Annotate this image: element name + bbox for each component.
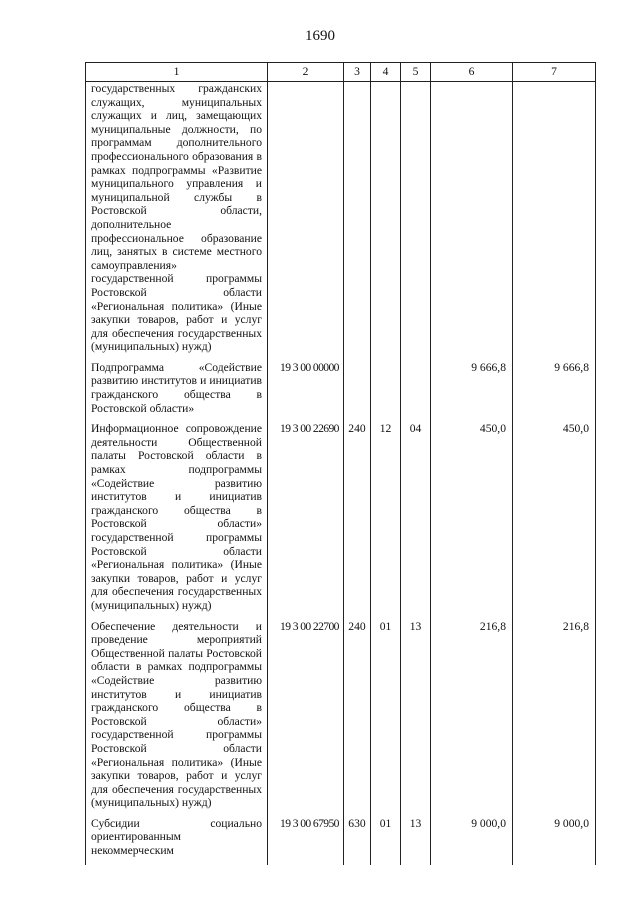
col-header-1: 1 [86,63,268,82]
row-amount-1: 450,0 [431,422,513,619]
row-code: 19 3 00 22690 [268,422,344,619]
page-number: 1690 [305,28,335,44]
row-amount-1: 216,8 [431,620,513,817]
row-vr: 240 [344,422,371,619]
row-amount-1: 9 000,0 [431,817,513,865]
row-amount-1: 9 666,8 [431,361,513,422]
row-description: государственных гражданских служащих, муниципальных служащих и лиц, замещающих муниципальные должности, по программам дополнительного профессионального образования в рамках подпрограммы «Развитие муниципального управления и муниципальной службы в Ростовской области, дополнительное профессиональное образование лиц, занятых в системе местного самоуправления» государственной программы Ростовской области «Региональная политика» (Иные закупки товаров, работ и услуг для обеспечения государственных (муниципальных) нужд) [86,82,268,361]
row-code: 19 3 00 00000 [268,361,344,422]
col-header-2: 2 [268,63,344,82]
row-pr [401,361,431,422]
table-row [86,422,596,619]
row-vr [344,82,371,361]
row-code [268,82,344,361]
row-amount-1 [431,82,513,361]
row-amount-2: 9 666,8 [513,361,596,422]
row-description: Субсидии социально ориентированным некоммерческим [86,817,268,865]
col-header-4: 4 [371,63,401,82]
row-rz: 12 [371,422,401,619]
row-vr: 240 [344,620,371,817]
row-pr: 04 [401,422,431,619]
row-code: 19 3 00 67950 [268,817,344,865]
table-row [86,361,596,422]
row-amount-2: 9 000,0 [513,817,596,865]
budget-table [85,62,596,865]
row-description: Подпрограмма «Содействие развитию институтов и инициатив гражданского общества в Ростовской области» [86,361,268,422]
col-header-3: 3 [344,63,371,82]
col-header-7: 7 [513,63,596,82]
table-row [86,620,596,817]
header-row [86,63,596,82]
table-row [86,82,596,361]
row-rz [371,361,401,422]
row-code: 19 3 00 22700 [268,620,344,817]
row-vr: 630 [344,817,371,865]
col-header-6: 6 [431,63,513,82]
row-description: Информационное сопровождение деятельности Общественной палаты Ростовской области в рамках подпрограммы «Содействие развитию институтов и инициатив гражданского общества в Ростовской области» государственной программы Ростовской области «Региональная политика» (Иные закупки товаров, работ и услуг для обеспечения государственных (муниципальных) нужд) [86,422,268,619]
row-rz [371,82,401,361]
row-rz: 01 [371,620,401,817]
col-header-5: 5 [401,63,431,82]
row-amount-2 [513,82,596,361]
row-vr [344,361,371,422]
row-pr: 13 [401,620,431,817]
row-amount-2: 450,0 [513,422,596,619]
row-description: Обеспечение деятельности и проведение мероприятий Общественной палаты Ростовской области в рамках подпрограммы «Содействие развитию институтов и инициатив гражданского общества в Ростовской области» государственной программы Ростовской области «Региональная политика» (Иные закупки товаров, работ и услуг для обеспечения государственных (муниципальных) нужд) [86,620,268,817]
row-rz: 01 [371,817,401,865]
row-pr: 13 [401,817,431,865]
row-amount-2: 216,8 [513,620,596,817]
row-pr [401,82,431,361]
table-row [86,817,596,865]
